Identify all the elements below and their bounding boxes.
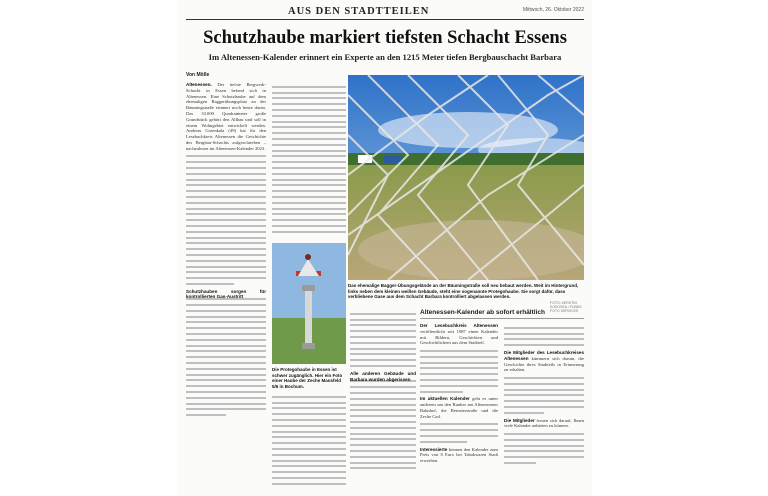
article-column-2-bottom: [272, 392, 346, 492]
info-box-text-3: kümmern sich darum, die Geschichte ihres Stadtteils in Erinnerung zu erhalten.: [504, 355, 584, 373]
info-box-text-5: können den Kalender zum Preis von 8 Euro bei Tabakwaren Stadt erwerben.: [420, 446, 498, 464]
header-divider: [186, 19, 584, 20]
subheading-1: Schutzhauben sorgen für kontrollierten Gas-Austritt: [186, 288, 266, 300]
info-box-bold-3: Die Mitglieder des Lesebuchkreises Altenessen: [504, 349, 584, 361]
article-column-3: [350, 309, 416, 492]
info-box-column-1: [420, 323, 498, 492]
body-text-lines: [272, 396, 346, 485]
info-box-bold-4: Die Mitglieder: [504, 417, 535, 423]
article-headline: Schutzhaube markiert tiefsten Schacht Essens: [203, 28, 567, 48]
author-byline: Von Mölle: [186, 72, 210, 78]
body-text-lines: [504, 433, 584, 464]
newspaper-page: [178, 0, 592, 496]
body-text-lines: [350, 380, 416, 469]
article-column-1: [186, 82, 266, 492]
body-text-lines: [420, 350, 498, 393]
dateline: Altenessen.: [186, 82, 212, 87]
small-photo-caption: Die Protegohaube in Essen ist schwer zugänglich. Hier ein Foto einer Haube der Zeche Mansfeld 5/6 in Bochum.: [272, 367, 343, 389]
section-title: AUS DEN STADTTEILEN: [288, 6, 430, 17]
info-box-text-4: freuen sich darauf, Ihnen viele Kalender anbieten zu können.: [504, 417, 584, 429]
issue-date: Mittwoch, 26. Oktober 2022: [522, 7, 584, 13]
article-subhead: Im Altenessen-Kalender erinnert ein Experte an den 1215 Meter tiefen Bergbauschacht Barbara: [208, 52, 562, 62]
info-box-text-2: geht es unter anderem um den Bunker am Altenessener Bahnhof, die Bernsterstraße und die Zeche Carl.: [420, 396, 498, 419]
body-text-lines: [504, 377, 584, 414]
body-text-lines: [272, 86, 346, 233]
info-box-bold-1: Der Lesebuchkreis Altenessen: [420, 323, 498, 328]
photo-caption: Das ehemalige Bagger-Übungsgelände an der Bäumingstraße soll neu bebaut werden. Weit im Hintergrund, links neben dem kleinen weißen Gebäude, steht eine sogenannte Protegohaube. Sie sorgt dafür, dass verbliebene Gase aus dem Schacht Barbara kontrolliert abgelassen werden.: [348, 283, 579, 300]
body-text-lines: [186, 298, 266, 416]
info-box-column-2: [504, 323, 584, 492]
info-box-bold-2: Im aktuellen Kalender: [420, 396, 470, 402]
body-text-lines: [186, 155, 266, 285]
info-box-heading: Altenessen-Kalender ab sofort erhältlich: [420, 309, 584, 319]
article-column-2: [272, 82, 346, 240]
lead-text: Der tiefste Bergwerk-Schacht in Essen befand sich in Altenessen. Eine Schutzhaube auf dem ehemaligen Baggerübungsplatz an der Bäumingstraße erinnert noch heute daran. Das 33.000 Quadratmeter große Grundstück gehört den Allbau und soll in einem Wohngebiet entwickelt werden. Andreas Grzenkala (49) hat für den Lesebuchkreis Altenessen die Geschichte des Bergbau-Schachts aufgeschrieben – nachzulesen im Altenessen-Kalender 2023.: [186, 82, 266, 151]
protego-hood-photo: [272, 243, 346, 364]
lead-paragraph: [186, 82, 266, 152]
body-text-lines: [504, 327, 584, 346]
info-box-bold-5: Interessierte: [420, 446, 448, 452]
subheading-2: Alle anderen Gebäude und Barbara wurden abgerissen: [350, 370, 416, 382]
body-text-lines: [350, 313, 416, 367]
field-fence-photo: [348, 75, 584, 280]
body-text-lines: [420, 423, 498, 442]
info-box-text-1: veröffentlicht seit 1987 einen Kalender mit Bildern, Geschichten und Geschichtlichem aus dem Stadtteil.: [420, 328, 498, 346]
photo-credit: FOTO: KERSTIN KOKOSKA / FUNKE FOTO SERVICES: [550, 301, 582, 313]
